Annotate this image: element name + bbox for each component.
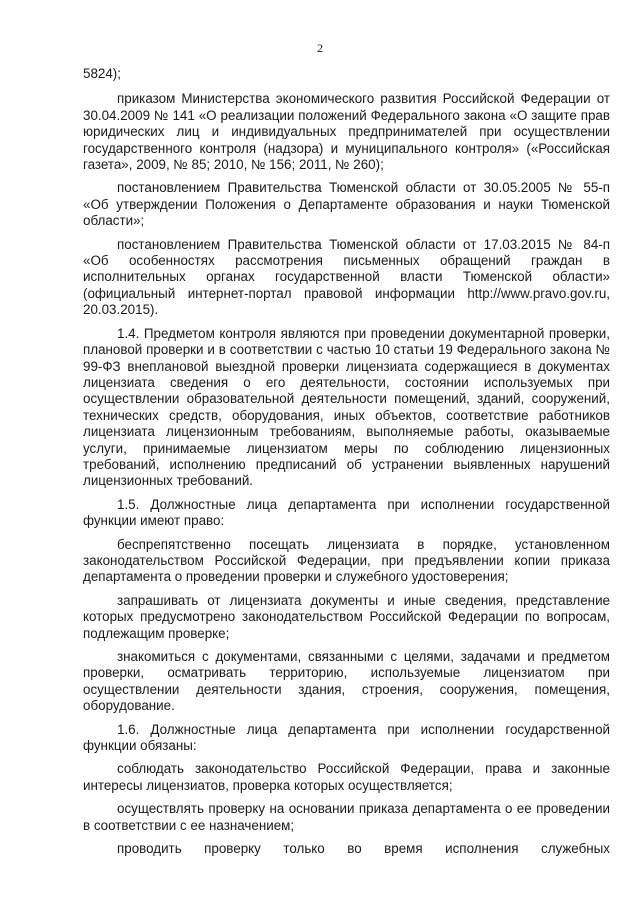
paragraph-resolution-84p: постановлением Правительства Тюменской области от 17.03.2015 № 84-п «Об особенностях рассмотрения письменных обращений граждан в исполнительных органах государственной власти Тюменской области» (официальный интернет-портал правовой информации http://www.pravo.gov.ru, 20.03.2015).	[83, 236, 610, 318]
paragraph-resolution-55p: постановлением Правительства Тюменской области от 30.05.2005 № 55-п «Об утверждении Положения о Департаменте образования и науки Тюменской области»;	[83, 180, 610, 229]
paragraph-duty-comply: соблюдать законодательство Российской Федерации, права и законные интересы лицензиатов, проверка которых осуществляется;	[83, 761, 610, 793]
paragraph-right-visit: беспрепятственно посещать лицензиата в порядке, установленном законодательством Российской Федерации, при предъявлении копии приказа департамента о проведении проверки и служебного удостоверения;	[83, 536, 610, 585]
paragraph-right-request: запрашивать от лицензиата документы и иные сведения, представление которых предусмотрено законодательством Российской Федерации по вопросам, подлежащим проверке;	[83, 592, 610, 641]
paragraph-1-4: 1.4. Предметом контроля являются при проведении документарной проверки, плановой проверки и в соответствии с частью 10 статьи 19 Федерального закона № 99-ФЗ внеплановой выездной проверки лицензиата содержащиеся в документах лицензиата сведения о его деятельности, состоянии используемых при осуществлении образовательной деятельности помещений, зданий, сооружений, технических средств, оборудования, иных объектов, соответствие работников лицензиата лицензионным требованиям, выполняемые работы, оказываемые услуги, принимаемые лицензиатом меры по соблюдению лицензионных требований, исполнению предписаний об устранении выявленных нарушений лицензионных требований.	[83, 325, 610, 489]
paragraph-duty-basis: осуществлять проверку на основании приказа департамента о ее проведении в соответствии с ее назначением;	[83, 801, 610, 833]
paragraph-right-review: знакомиться с документами, связанными с целями, задачами и предметом проверки, осматривать территорию, используемые лицензиатом при осуществлении деятельности здания, строения, сооружения, помещения, оборудование.	[83, 649, 610, 714]
paragraph-1-5: 1.5. Должностные лица департамента при исполнении государственной функции имеют право:	[83, 496, 610, 529]
paragraph-1-6: 1.6. Должностные лица департамента при исполнении государственной функции обязаны:	[83, 721, 610, 754]
paragraph-duty-time: проводить проверку только во время исполнения служебных	[117, 841, 610, 857]
paragraph-order-mined: приказом Министерства экономического развития Российской Федерации от 30.04.2009 № 141 «О реализации положений Федерального закона «О защите прав юридических лиц и индивидуальных предпринимателей при осуществлении государственного контроля (надзора) и муниципального контроля» («Российская газета», 2009, № 85; 2010, № 156; 2011, № 260);	[83, 91, 610, 173]
page-number: 2	[317, 41, 323, 55]
document-body	[83, 66, 610, 857]
paragraph-continuation: 5824);	[83, 66, 121, 81]
